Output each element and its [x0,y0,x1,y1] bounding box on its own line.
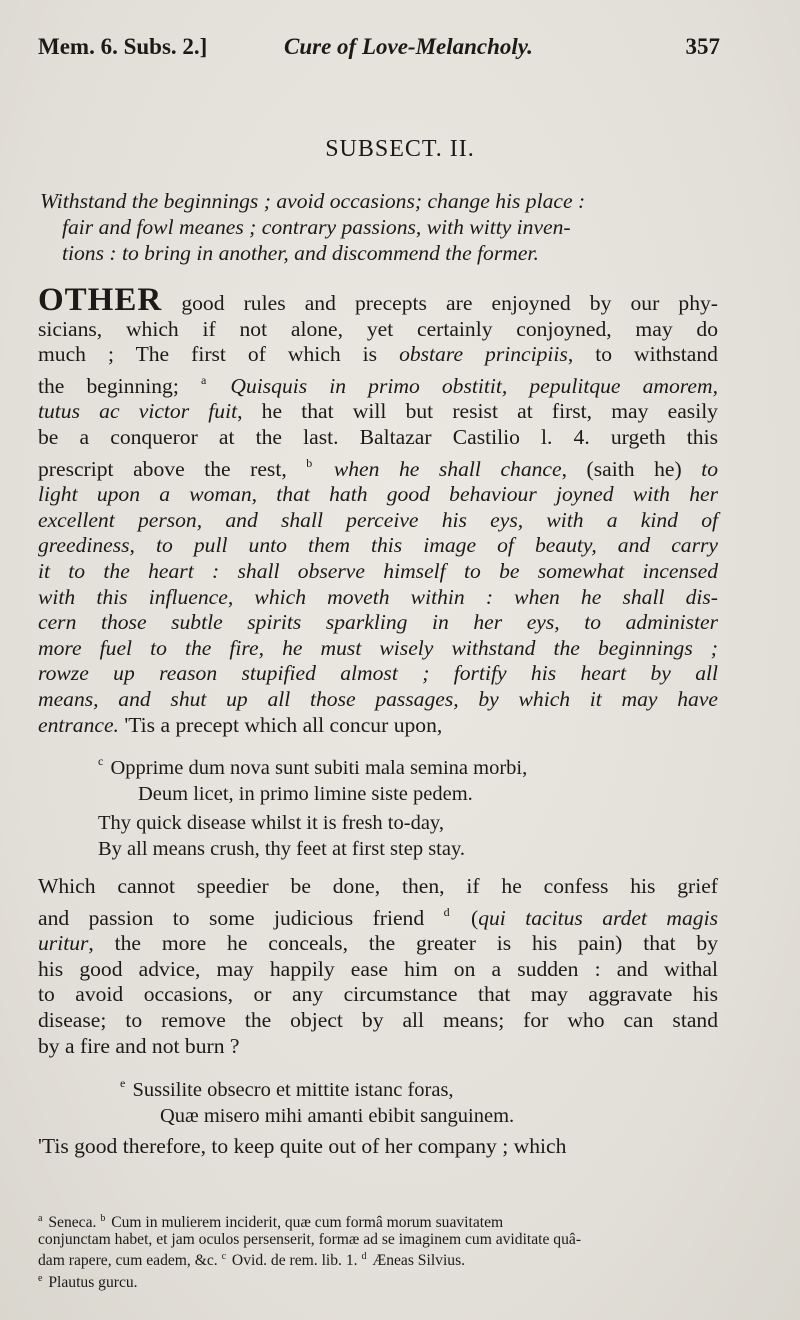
paragraph-precepts [38,282,718,738]
verse-line: Deum licet, in primo limine siste pedem. [138,783,473,805]
footnote-marker: b [306,455,313,470]
text-line: greediness, to pull unto them this image of beauty, and carry [38,533,718,558]
text-line: 'Tis good therefore, to keep quite out of her company ; which [38,1134,567,1158]
page-number: 357 [685,34,720,59]
verse-line: Thy quick disease whilst it is fresh to-day, [98,812,444,834]
footnote-line: dam rapere, cum eadem, &c. $^c$ Ovid. de rem. lib. 1. $^d$ Æneas Silvius. [38,1251,466,1270]
subsection-heading: SUBSECT. II. [325,136,475,162]
argument-line: Withstand the beginnings ; avoid occasions; change his place : [40,189,586,213]
text-line: his good advice, may happily ease him on a sudden : and withal [38,956,718,981]
text-line: cern those subtle spirits sparkling in her eys, to administer [38,610,718,635]
running-head-section: Mem. 6. Subs. 2.] [38,34,208,59]
footnote-marker: c [98,754,104,768]
text-line: with this influence, which moveth within : when he shall dis- [38,584,718,609]
english-verse-translation [98,810,698,862]
footnote-line: $^a$ Seneca. $^b$ Cum in mulierem inciderit, quæ cum formâ morum suavitatem [38,1213,504,1231]
text-line: the beginning; $^a$ Quisquis in primo obstitit, pepulitque amorem, [38,372,718,398]
text-line: light upon a woman, that hath good behaviour joyned with her [38,482,718,507]
text-line: by a fire and not burn ? [38,1033,240,1058]
verse-line: $^c$ Opprime dum nova sunt subiti mala semina morbi, [98,754,528,779]
text-line: tutus ac victor fuit, he that will but resist at first, may easily [38,399,718,424]
verse-line: By all means crush, thy feet at first step stay. [98,838,466,860]
text-line: to avoid occasions, or any circumstance that may aggravate his [38,982,718,1007]
footnote-marker: a [38,1213,43,1224]
footnote-line: conjunctam habet, et jam oculos persenserit, formæ ad se imaginem cum aviditate quâ- [38,1231,582,1249]
text-line: means, and shut up all those passages, by which it may have [38,686,718,711]
argument-line: tions : to bring in another, and discommend the former. [62,241,539,265]
text-line: OTHER good rules and precepts are enjoyned by our phy- [38,282,718,318]
argument-line: fair and fowl meanes ; contrary passions, with witty inven- [62,215,571,239]
text-line: be a conqueror at the last. Baltazar Castilio l. 4. urgeth this [38,424,718,449]
text-line: uritur, the more he conceals, the greater is his pain) that by [38,931,718,956]
footnote-line: $^e$ Plautus gurcu. [38,1272,138,1291]
verse-line: Quæ misero mihi amanti ebibit sanguinem. [160,1105,515,1127]
footnote-marker: c [221,1251,227,1263]
text-line: excellent person, and shall perceive his eys, with a kind of [38,507,718,532]
text-line: rowze up reason stupified almost ; fortify his heart by all [38,661,718,686]
verse-line: $^e$ Sussilite obsecro et mittite istanc foras, [120,1076,454,1101]
subsection-argument [40,188,720,266]
footnote-marker: d [443,904,450,919]
text-line: much ; The first of which is obstare principiis, to withstand [38,342,718,367]
running-head [38,34,720,68]
text-line: entrance. 'Tis a precept which all concur upon, [38,712,443,737]
text-line: more fuel to the fire, he must wisely withstand the beginnings ; [38,635,718,660]
text-line: and passion to some judicious friend $^d$ (qui tacitus ardet magis [38,904,718,930]
text-line: disease; to remove the object by all means; for who can stand [38,1007,718,1032]
text-line: sicians, which if not alone, yet certainly conjoyned, may do [38,316,718,341]
plautus-verse-quote [120,1070,720,1129]
running-head-title: Cure of Love-Melancholy. [284,34,533,59]
footnote-marker: b [100,1213,106,1224]
footnote-marker: a [200,372,207,387]
drop-cap: OTHER [38,282,163,318]
footnotes [38,1210,722,1291]
paragraph-confess-grief [38,874,718,1059]
paragraph-keep-away [38,1134,718,1160]
text-line: Which cannot speedier be done, then, if he confess his grief [38,874,718,898]
latin-verse-quote [98,748,698,807]
footnote-marker: d [361,1251,367,1263]
text-line: prescript above the rest, $^b$ when he shall chance, (saith he) to [38,455,718,481]
text-line: it to the heart : shall observe himself to be somewhat incensed [38,558,718,583]
footnote-marker: e [38,1272,43,1284]
footnote-marker: e [120,1076,126,1090]
